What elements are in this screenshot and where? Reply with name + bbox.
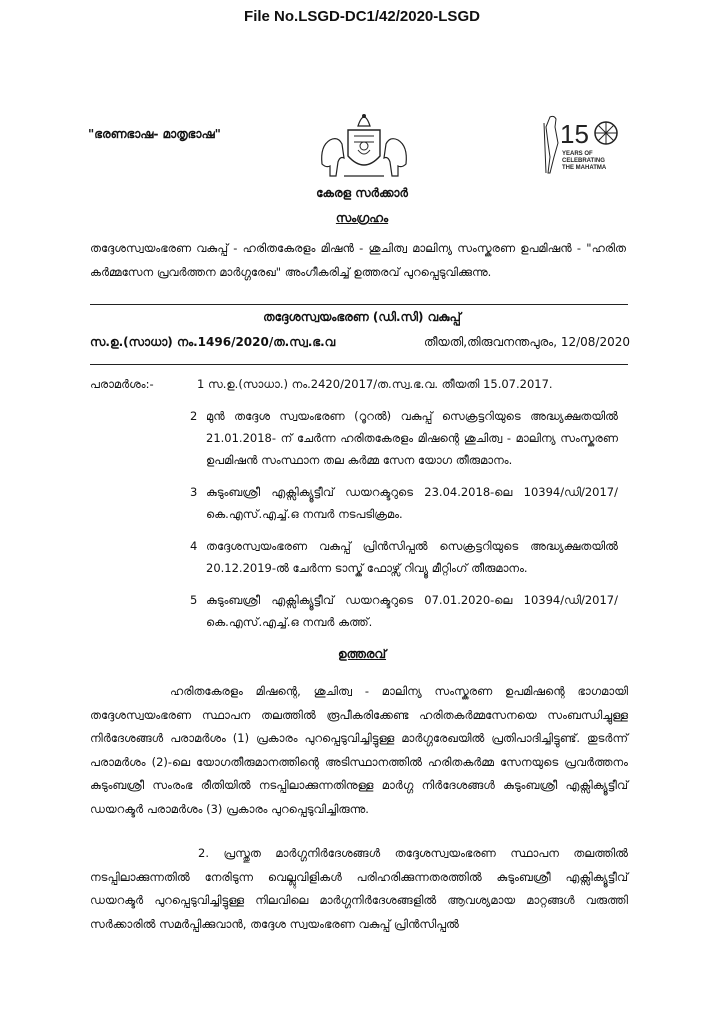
reference-number: 2 <box>190 409 198 423</box>
reference-text: മുൻ തദ്ദേശ സ്വയംഭരണ (റൂറൽ) വകുപ്പ് സെക്രട്ടറിയുടെ അദ്ധ്യക്ഷതയിൽ 21.01.2018- ന് ചേർന്ന ഹരിതകേരളം മിഷന്റെ ശുചിത്വ - മാലിന്യ സംസ്കരണ ഉപമിഷൻ സംസ്ഥാന തല കർമ്മ സേന യോഗ തീരുമാനം. <box>206 409 618 467</box>
paragraph-text: ഹരിതകേരളം മിഷന്റെ, ശുചിത്വ - മാലിന്യ സംസ്കരണ ഉപമിഷന്റെ ഭാഗമായി തദ്ദേശസ്വയംഭരണ സ്ഥാപന തലത്തിൽ രൂപീകരിക്കേണ്ട ഹരിതകർമ്മസേനയെ സംബന്ധിച്ചുള്ള നിർദേശങ്ങൾ പരാമർശം (1) പ്രകാരം പുറപ്പെടുവിച്ചിട്ടുള്ള മാർഗ്ഗരേഖയിൽ പ്രതിപാദിച്ചിട്ടുണ്ട്. തുടർന്ന് പരാമർശം (2)-ലെ യോഗതീരുമാനത്തിന്റെ അടിസ്ഥാനത്തിൽ ഹരിതകർമ്മ സേനയുടെ പ്രവർത്തനം കുടുംബശ്രീ സംരംഭ രീതിയിൽ നടപ്പിലാക്കുന്നതിനുള്ള മാർഗ്ഗ നിർദേശങ്ങൾ കുടുംബശ്രീ എക്സിക്യൂട്ടീവ് ഡയറക്ടർ പരാമർശം (3) പ്രകാരം പുറപ്പെടുവിച്ചിരുന്നു. <box>90 684 628 816</box>
official-language-motto: "ഭരണഭാഷ- മാതൃഭാഷ" <box>88 127 221 141</box>
reference-item <box>90 481 630 525</box>
file-number: File No.LSGD-DC1/42/2020-LSGD <box>244 8 480 25</box>
reference-text: കുടുംബശ്രീ എക്സിക്യൂട്ടീവ് ഡയറക്ടറുടെ 07.01.2020-ലെ 10394/ഡി/2017/കെ.എസ്.എച്ച്.ഒ നമ്പർ കത്ത്. <box>206 593 618 629</box>
reference-item <box>90 589 630 633</box>
logo-text-2: CELEBRATING <box>562 158 605 164</box>
reference-text: തദ്ദേശസ്വയംഭരണ വകുപ്പ് പ്രിൻസിപ്പൽ സെക്രട്ടറിയുടെ അദ്ധ്യക്ഷതയിൽ 20.12.2019-ൽ ചേർന്ന ടാസ്ക് ഫോഴ്സ് റിവ്യൂ മീറ്റിംഗ് തീരുമാനം. <box>206 539 618 575</box>
logo-number: 15 <box>560 119 589 149</box>
department-name: തദ്ദേശസ്വയംഭരണ (ഡി.സി) വകുപ്പ് <box>263 310 461 324</box>
reference-item <box>90 373 630 395</box>
abstract-subject: തദ്ദേശസ്വയംഭരണ വകുപ്പ് - ഹരിതകേരളം മിഷൻ - ശുചിത്വ മാലിന്യ സംസ്കരണ ഉപമിഷൻ - "ഹരിത കർമ്മസേന പ്രവർത്തന മാർഗ്ഗരേഖ" അംഗീകരിച്ച് ഉത്തരവ് പുറപ്പെടുവിക്കുന്നു. <box>90 241 626 279</box>
divider <box>90 304 628 305</box>
reference-item <box>90 535 630 579</box>
order-paragraph <box>90 680 628 821</box>
logo-text-3: THE MAHATMA <box>562 165 607 171</box>
references <box>90 373 630 633</box>
government-name: കേരള സർക്കാർ <box>316 186 408 200</box>
order-number: സ.ഉ.(സാധാ) നം.1496/2020/ത.സ്വ.ഭ.വ <box>90 335 336 349</box>
reference-number: 3 <box>190 485 198 499</box>
kerala-emblem-icon <box>318 106 410 180</box>
order-title: ഉത്തരവ് <box>337 647 387 661</box>
gandhi-150-logo <box>540 113 622 177</box>
references-label: പരാമർശം:- <box>90 377 154 391</box>
reference-text: സ.ഉ.(സാധാ.) നം.2420/2017/ത.സ്വ.ഭ.വ. തീയതി 15.07.2017. <box>207 377 553 391</box>
reference-number: 4 <box>190 539 198 553</box>
order-paragraph <box>90 842 628 936</box>
abstract-title: സംഗ്രഹം <box>335 211 389 225</box>
paragraph-text: 2. പ്രസ്തുത മാർഗ്ഗനിർദേശങ്ങൾ തദ്ദേശസ്വയംഭരണ സ്ഥാപന തലത്തിൽ നടപ്പിലാക്കുന്നതിൽ നേരിടുന്ന വെല്ലുവിളികൾ പരിഹരിക്കുന്നതരത്തിൽ കുടുംബശ്രീ എക്സിക്യൂട്ടീവ് ഡയറക്ടർ പുറപ്പെടുവിച്ചിട്ടുള്ള നിലവിലെ മാർഗ്ഗനിർദേശങ്ങളിൽ ആവശ്യമായ മാറ്റങ്ങൾ വരുത്തി സർക്കാരിൽ സമർപ്പിക്കുവാൻ, തദ്ദേശ സ്വയംഭരണ വകുപ്പ് പ്രിൻസിപ്പൽ <box>90 846 628 931</box>
divider <box>90 364 628 365</box>
reference-number: 5 <box>190 593 198 607</box>
reference-text: കുടുംബശ്രീ എക്സിക്യൂട്ടീവ് ഡയറക്ടറുടെ 23.04.2018-ലെ 10394/ഡി/2017/കെ.എസ്.എച്ച്.ഒ നമ്പർ നടപടിക്രമം. <box>206 485 618 521</box>
reference-item <box>90 405 630 471</box>
logo-text-1: YEARS OF <box>562 151 593 157</box>
order-line <box>90 335 630 350</box>
order-date: തീയതി,തിരുവനന്തപുരം, 12/08/2020 <box>423 335 630 349</box>
reference-number: 1 <box>197 377 205 391</box>
